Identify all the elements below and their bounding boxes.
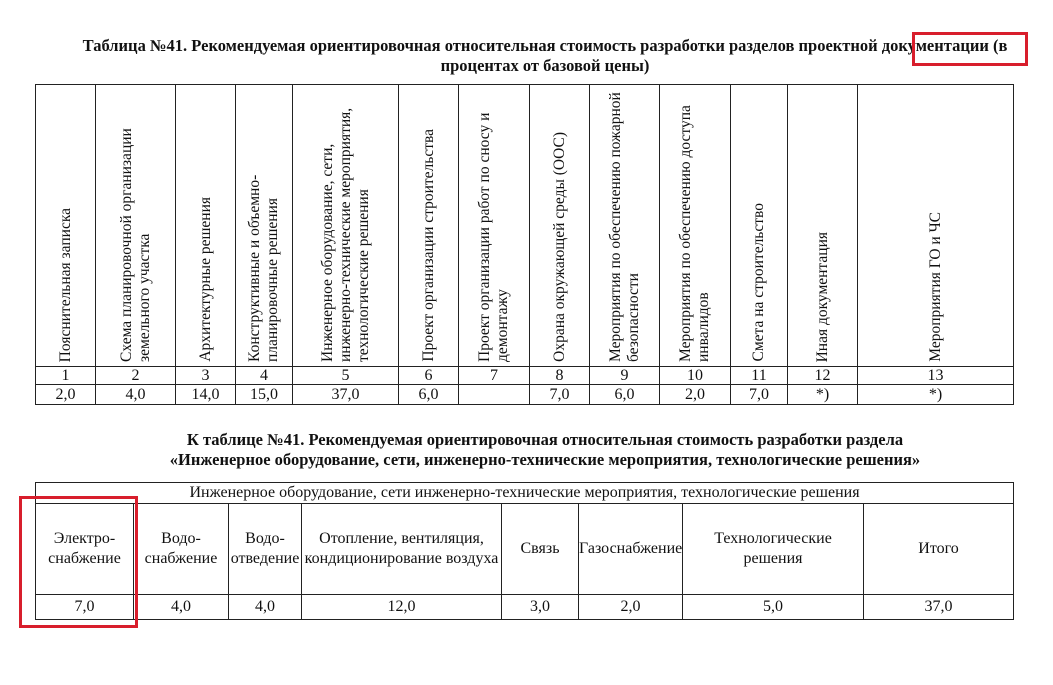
cost-value: 7,0 xyxy=(530,385,590,405)
engineering-value: 12,0 xyxy=(302,595,502,620)
column-number: 4 xyxy=(236,367,293,385)
cost-value: 2,0 xyxy=(660,385,731,405)
column-number: 5 xyxy=(293,367,399,385)
header-cell xyxy=(293,85,399,367)
engineering-header: Электро-снабжение xyxy=(36,504,134,595)
engineering-value: 3,0 xyxy=(502,595,579,620)
header-cell xyxy=(731,85,788,367)
engineering-value: 7,0 xyxy=(36,595,134,620)
header-label: Пояснительная записка xyxy=(56,207,74,362)
cost-value: 6,0 xyxy=(590,385,660,405)
cost-value: 15,0 xyxy=(236,385,293,405)
header-cell xyxy=(858,85,1014,367)
cost-value: 4,0 xyxy=(96,385,176,405)
header-label: Конструктивные и объемно-планировочные решения xyxy=(246,174,281,362)
header-cell xyxy=(788,85,858,367)
header-cell xyxy=(36,85,96,367)
header-label: Проект организации строительства xyxy=(419,129,437,362)
cost-value: 2,0 xyxy=(36,385,96,405)
header-label: Охрана окружающей среды (ООС) xyxy=(550,132,568,362)
cost-table-sections xyxy=(35,84,1014,405)
table2-title-line2: «Инженерное оборудование, сети, инженерно-технические мероприятия, технологические решения» xyxy=(169,450,921,469)
header-cell xyxy=(236,85,293,367)
engineering-header: Водо-отведение xyxy=(229,504,302,595)
cost-value: 6,0 xyxy=(399,385,459,405)
header-label: Смета на строительство xyxy=(750,203,767,362)
engineering-value: 4,0 xyxy=(134,595,229,620)
header-label: Архитектурные решения xyxy=(196,197,214,362)
table1-title: Таблица №41. Рекомендуемая ориентировочная относительная стоимость разработки разделов проектной документации (в процентах от базовой цены) xyxy=(82,36,1008,75)
engineering-value: 5,0 xyxy=(683,595,864,620)
column-number: 7 xyxy=(459,367,530,385)
header-label: Иная документация xyxy=(813,231,831,362)
engineering-header: Итого xyxy=(864,504,1014,595)
engineering-header: Газоснабжение xyxy=(579,504,683,595)
cost-value: *) xyxy=(788,385,858,405)
cost-value: 14,0 xyxy=(176,385,236,405)
header-label: Мероприятия по обеспечению пожарной безопасности xyxy=(606,92,642,362)
column-number: 10 xyxy=(660,367,731,385)
engineering-subheader: Инженерное оборудование, сети инженерно-технические мероприятия, технологические решения xyxy=(36,483,1014,504)
header-label: Проект организации работ по сносу и демонтажу xyxy=(476,112,511,362)
column-number: 8 xyxy=(530,367,590,385)
engineering-header: Водо-снабжение xyxy=(134,504,229,595)
cost-table-engineering xyxy=(35,482,1014,620)
engineering-value: 37,0 xyxy=(864,595,1014,620)
engineering-header: Связь xyxy=(502,504,579,595)
engineering-value: 4,0 xyxy=(229,595,302,620)
table2-title xyxy=(60,430,1030,470)
cost-value: *) xyxy=(858,385,1014,405)
column-number: 11 xyxy=(731,367,788,385)
header-cell xyxy=(530,85,590,367)
column-number: 3 xyxy=(176,367,236,385)
header-label: Мероприятия ГО и ЧС xyxy=(926,212,944,362)
header-label: Схема планировочной организации земельного участка xyxy=(117,128,153,362)
engineering-value: 2,0 xyxy=(579,595,683,620)
cost-value: 37,0 xyxy=(293,385,399,405)
table2-title-line1: К таблице №41. Рекомендуемая ориентировочная относительная стоимость разработки раздела xyxy=(186,430,904,449)
cost-value xyxy=(459,385,530,405)
header-cell xyxy=(399,85,459,367)
column-number: 12 xyxy=(788,367,858,385)
header-cell xyxy=(176,85,236,367)
engineering-header: Технологические решения xyxy=(683,504,864,595)
engineering-header: Отопление, вентиляция, кондиционирование воздуха xyxy=(302,504,502,595)
header-label: Инженерное оборудование, сети, инженерно-технические мероприятия, технологические решения xyxy=(318,107,372,362)
column-number: 13 xyxy=(858,367,1014,385)
header-cell xyxy=(96,85,176,367)
header-cell xyxy=(590,85,660,367)
header-cell xyxy=(459,85,530,367)
header-cell xyxy=(660,85,731,367)
column-number: 9 xyxy=(590,367,660,385)
cost-value: 7,0 xyxy=(731,385,788,405)
column-number: 2 xyxy=(96,367,176,385)
header-label: Мероприятия по обеспечению доступа инвалидов xyxy=(677,105,712,362)
column-number: 1 xyxy=(36,367,96,385)
column-number: 6 xyxy=(399,367,459,385)
